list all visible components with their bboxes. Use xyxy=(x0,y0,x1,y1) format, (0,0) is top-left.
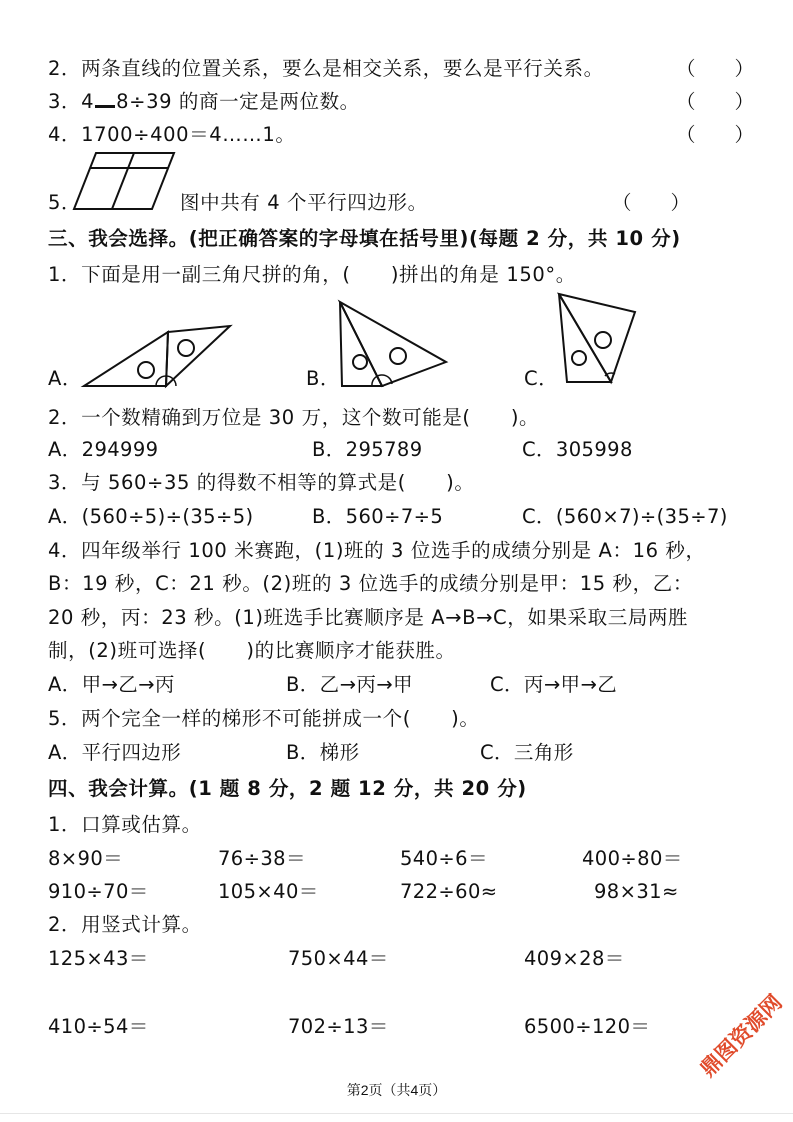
choice-q4-line-4: 制，(2)班可选择( )的比赛顺序才能获胜。 xyxy=(48,639,456,662)
choice-q5-option-a: A．平行四边形 xyxy=(48,741,182,764)
vertical-calc-item: 410÷54＝ xyxy=(48,1015,149,1038)
oral-calc-item: 98×31≈ xyxy=(594,880,679,903)
choice-q5-option-b: B．梯形 xyxy=(286,741,360,764)
judge-q4-answer-paren[interactable]: （ ） xyxy=(676,123,755,146)
choice-q4-line-2: B：19 秒，C：21 秒。(2)班的 3 位选手的成绩分别是甲：15 秒，乙： xyxy=(48,572,693,595)
oral-calc-item: 722÷60≈ xyxy=(400,880,498,903)
choice-q5-option-c: C．三角形 xyxy=(480,741,574,764)
judge-q5-answer-paren[interactable]: （ ） xyxy=(612,191,691,214)
judge-q5-number: 5． xyxy=(48,191,82,214)
choice-q4-option-a: A．甲→乙→丙 xyxy=(48,673,175,696)
choice-q3-option-c: C．(560×7)÷(35÷7) xyxy=(522,505,728,528)
section3-title: 三、我会选择。(把正确答案的字母填在括号里)(每题 2 分，共 10 分) xyxy=(48,227,681,250)
choice-q3: 3．与 560÷35 的得数不相等的算式是( )。 xyxy=(48,471,475,494)
vertical-calc-item: 125×43＝ xyxy=(48,947,149,970)
set-square-figure-c xyxy=(555,292,639,386)
choice-q4-line-3: 20 秒，丙：23 秒。(1)班选手比赛顺序是 A→B→C，如果采取三局两胜 xyxy=(48,606,689,629)
choice-q1-option-c-label: C． xyxy=(524,367,559,390)
vertical-calc-item: 409×28＝ xyxy=(524,947,625,970)
judge-q3 xyxy=(48,89,360,115)
choice-q5: 5．两个完全一样的梯形不可能拼成一个( )。 xyxy=(48,707,480,730)
judge-q3-suffix: 8÷39 的商一定是两位数。 xyxy=(116,90,360,113)
vertical-calc-item: 6500÷120＝ xyxy=(524,1015,651,1038)
choice-q4-line-1: 4．四年级举行 100 米赛跑，(1)班的 3 位选手的成绩分别是 A：16 秒， xyxy=(48,539,706,562)
oral-calc-item: 105×40＝ xyxy=(218,880,319,903)
calc-q2: 2．用竖式计算。 xyxy=(48,913,202,936)
section4-title: 四、我会计算。(1 题 8 分，2 题 12 分，共 20 分) xyxy=(48,777,527,800)
set-square-figure-b xyxy=(336,300,448,390)
choice-q3-option-b: B．560÷7÷5 xyxy=(312,505,444,528)
judge-q2-answer-paren[interactable]: （ ） xyxy=(676,57,755,80)
choice-q1-option-a-label: A． xyxy=(48,367,83,390)
choice-q3-option-a: A．(560÷5)÷(35÷5) xyxy=(48,505,254,528)
choice-q1: 1．下面是用一副三角尺拼的角，( )拼出的角是 150°。 xyxy=(48,263,576,286)
choice-q2: 2．一个数精确到万位是 30 万，这个数可能是( )。 xyxy=(48,406,540,429)
missing-digit-blank xyxy=(95,91,115,108)
oral-calc-item: 910÷70＝ xyxy=(48,880,149,903)
judge-q2: 2．两条直线的位置关系，要么是相交关系，要么是平行关系。 xyxy=(48,57,604,80)
choice-q4-option-c: C．丙→甲→乙 xyxy=(490,673,618,696)
oral-calc-item: 400÷80＝ xyxy=(582,847,683,870)
judge-q3-answer-paren[interactable]: （ ） xyxy=(676,90,755,113)
calc-q1: 1．口算或估算。 xyxy=(48,813,202,836)
judge-q5-text: 图中共有 4 个平行四边形。 xyxy=(180,191,428,214)
choice-q1-option-b-label: B． xyxy=(306,367,341,390)
choice-q2-option-a: A．294999 xyxy=(48,438,159,461)
choice-q2-option-c: C．305998 xyxy=(522,438,633,461)
footer-divider xyxy=(0,1113,793,1114)
oral-calc-item: 8×90＝ xyxy=(48,847,124,870)
choice-q2-option-b: B．295789 xyxy=(312,438,423,461)
set-square-figure-a xyxy=(82,324,232,388)
judge-q3-prefix: 3．4 xyxy=(48,90,95,113)
choice-q4-option-b: B．乙→丙→甲 xyxy=(286,673,413,696)
vertical-calc-item: 702÷13＝ xyxy=(288,1015,389,1038)
oral-calc-item: 540÷6＝ xyxy=(400,847,488,870)
vertical-calc-item: 750×44＝ xyxy=(288,947,389,970)
parallelogram-figure xyxy=(74,150,176,212)
oral-calc-item: 76÷38＝ xyxy=(218,847,306,870)
judge-q4: 4．1700÷400＝4……1。 xyxy=(48,123,296,146)
watermark-stamp: 鼎图资源网 xyxy=(695,990,787,1082)
page-footer: 第2页（共4页） xyxy=(346,1082,447,1098)
